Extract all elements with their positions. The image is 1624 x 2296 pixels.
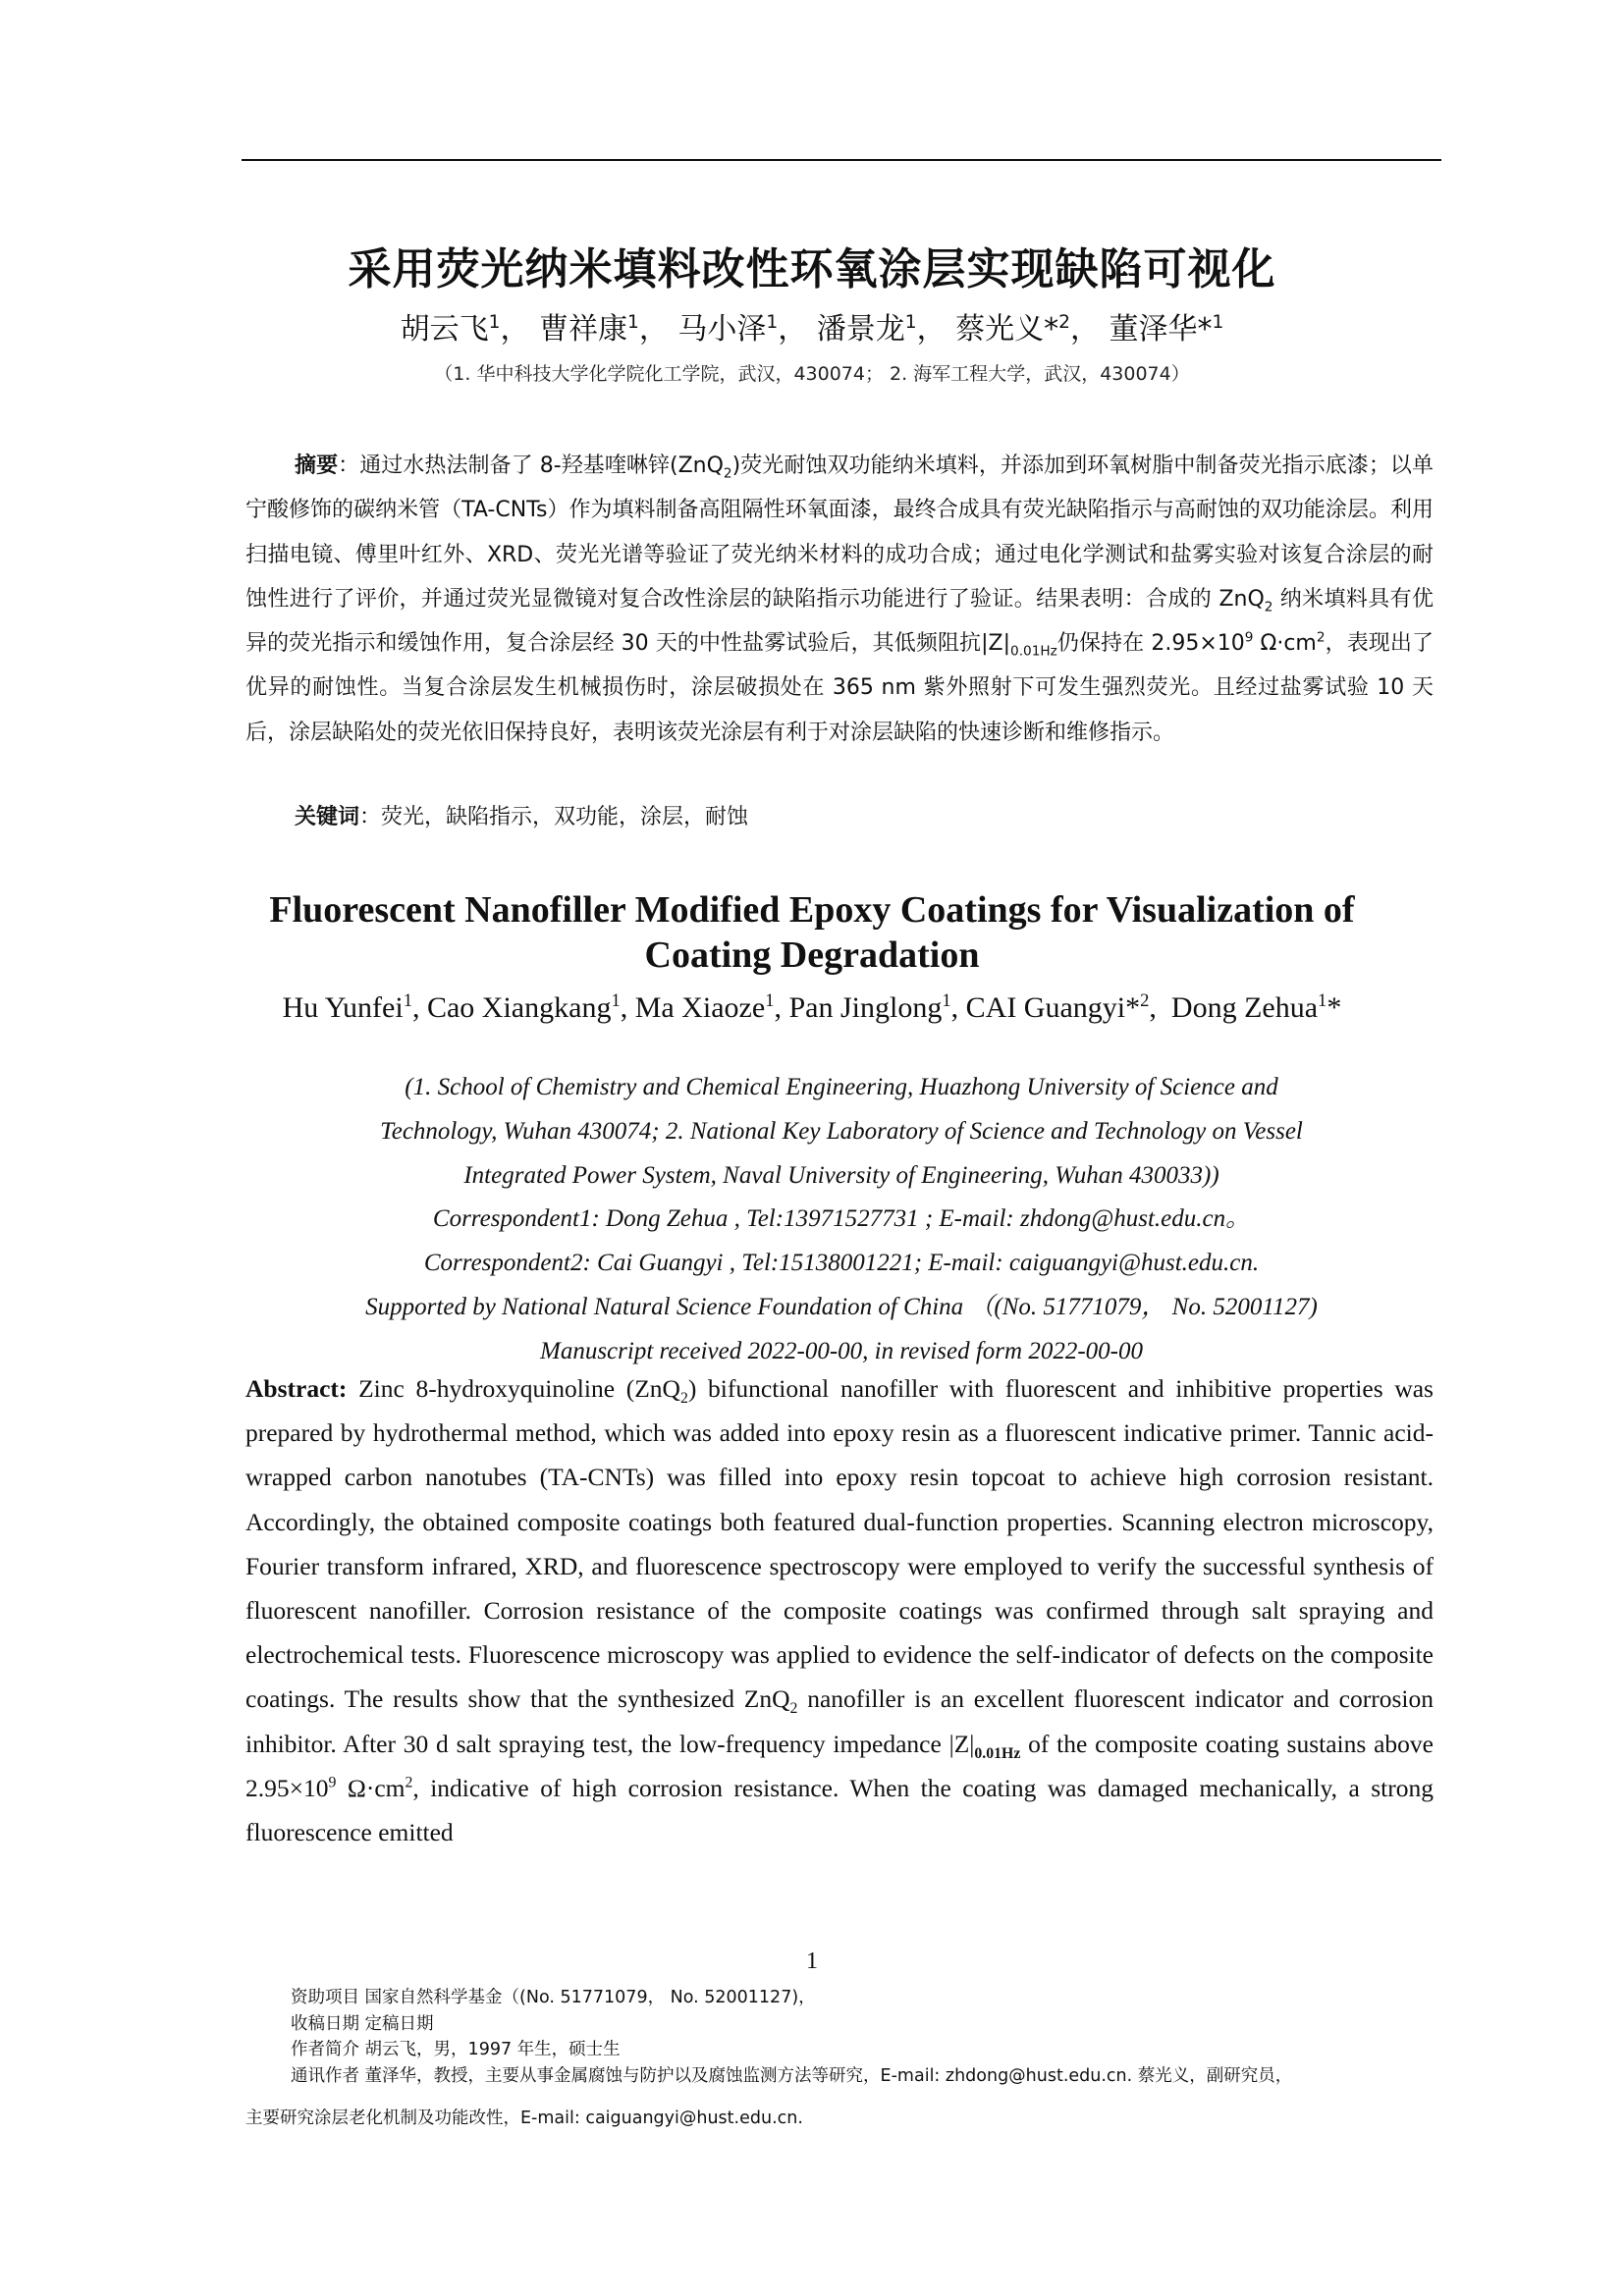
- english-title-line: Coating Degradation: [644, 934, 980, 976]
- superscript: 9: [1244, 629, 1254, 646]
- english-title: [0, 887, 1624, 978]
- zh-author-mark: 1: [626, 312, 639, 333]
- zh-abstract-label: 摘要: [295, 454, 339, 478]
- en-author-mark: 1: [942, 990, 951, 1011]
- subscript: 2: [1264, 599, 1273, 615]
- subscript: 2: [679, 1390, 688, 1408]
- zh-abstract-text: Ω·cm: [1253, 631, 1317, 657]
- superscript: 2: [405, 1774, 413, 1791]
- en-abstract-label: Abstract:: [245, 1374, 348, 1403]
- footnote-line: 资助项目 国家自然科学基金（(No. 51771079， No. 52001127)，: [291, 1988, 816, 2007]
- zh-author: 潘景龙: [816, 312, 905, 347]
- correspondent-line: Correspondent2: Cai Guangyi , Tel:15138001221; E-mail: caiguangyi@hust.edu.cn.: [423, 1250, 1260, 1277]
- footnote-line: 通讯作者 董泽华，教授，主要从事金属腐蚀与防护以及腐蚀监测方法等研究，E-mail: zhdong@hust.edu.cn. 蔡光义，副研究员，: [291, 2065, 1293, 2086]
- separator: *: [1326, 991, 1342, 1024]
- en-author: Pan Jinglong: [788, 991, 943, 1024]
- page-number: 1: [806, 1949, 818, 1974]
- zh-abstract-text: 仍保持在 2.95×10: [1056, 631, 1245, 657]
- en-abstract-text: of the composite coating sustains above 2.95×10: [245, 1729, 1434, 1802]
- chinese-keywords: [295, 800, 748, 830]
- affiliation-line: (1. School of Chemistry and Chemical Engineering, Huazhong University of Science and: [405, 1074, 1278, 1100]
- zh-abstract-text: ，表现出了优异的耐蚀性。当复合涂层发生机械损伤时，涂层破损处在 365 nm 紫外照射下可发生强烈荧光。且经过盐雾试验 10 天后，涂层缺陷处的荧光依旧保持良好，表明该荧光涂层有利于对涂层缺陷的快速诊断和维修指示。: [245, 631, 1434, 745]
- chinese-authors: 胡云飞$^1$， 曹祥康$^1$， 马小泽$^1$， 潘景龙$^1$， 蔡光义*$^2$， 董泽华*$^1$: [400, 312, 1224, 347]
- footnote-line: 收稿日期 定稿日期: [291, 2013, 434, 2034]
- affiliation-line: Integrated Power System, Naval University of Engineering, Wuhan 430033)): [463, 1161, 1219, 1189]
- subscript: 0.01Hz: [1010, 643, 1057, 660]
- zh-author: 曹祥康: [538, 312, 627, 347]
- chinese-affiliation: （1. 华中科技大学化学院化工学院，武汉，430074； 2. 海军工程大学，武汉，430074）: [434, 363, 1190, 385]
- english-title-line: Fluorescent Nanofiller Modified Epoxy Coatings for Visualization of: [269, 889, 1355, 931]
- separator: ,: [950, 991, 966, 1024]
- footnote-line: 主要研究涂层老化机制及功能改性，E-mail: caiguangyi@hust.edu.cn.: [245, 2109, 803, 2128]
- footnotes: [291, 1985, 1292, 2089]
- en-author: Cao Xiangkang: [426, 991, 612, 1024]
- separator: ,: [620, 991, 635, 1024]
- en-abstract-text: nanofiller is an excellent fluorescent indicator and corrosion inhibitor. After 30 d salt spraying test, the low-frequency impedance |Z|: [245, 1684, 1434, 1758]
- subscript: 2: [723, 465, 732, 482]
- en-author-mark: 1: [1318, 990, 1327, 1011]
- superscript: 2: [1316, 629, 1326, 646]
- zh-keywords-label: 关键词: [295, 805, 360, 829]
- zh-author-mark: 2: [1058, 312, 1070, 333]
- zh-author: 董泽华*: [1109, 312, 1213, 347]
- en-author-mark: 1: [403, 990, 412, 1011]
- separator: ,: [1149, 991, 1171, 1024]
- chinese-abstract: [245, 444, 1434, 755]
- english-authors: [0, 991, 1624, 1025]
- en-author-mark: 1: [611, 990, 621, 1011]
- zh-author-mark: 1: [488, 312, 501, 333]
- zh-abstract-text: 纳米填料具有优异的荧光指示和缓蚀作用，复合涂层经 30 天的中性盐雾试验后，其低频阻抗|Z|: [245, 586, 1435, 657]
- manuscript-dates: Manuscript received 2022-00-00, in revised form 2022-00-00: [540, 1337, 1143, 1364]
- zh-author: 马小泽: [677, 312, 767, 347]
- en-author: Dong Zehua: [1170, 991, 1319, 1024]
- en-author: Ma Xiaoze: [634, 991, 766, 1024]
- affiliation-line: Technology, Wuhan 430074; 2. National Key Laboratory of Science and Technology on Vessel: [380, 1117, 1303, 1145]
- en-abstract-text: Ω·cm: [336, 1773, 406, 1802]
- zh-author-mark: 1: [1212, 312, 1224, 333]
- subscript: 0.01Hz: [974, 1744, 1021, 1762]
- en-abstract-text: , indicative of high corrosion resistance. When the coating was damaged mechanically, a strong fluorescence emitted: [245, 1773, 1434, 1847]
- zh-abstract-text: ：通过水热法制备了 8-羟基喹啉锌(ZnQ: [338, 454, 724, 478]
- zh-author-mark: 1: [904, 312, 917, 333]
- separator: ,: [774, 991, 789, 1024]
- en-author: Hu Yunfei: [282, 991, 404, 1024]
- zh-abstract-text: )荧光耐蚀双功能纳米填料，并添加到环氧树脂中制备荧光指示底漆；以单宁酸修饰的碳纳米管（TA-CNTs）作为填料制备高阻隔性环氧面漆，最终合成具有荧光缺陷指示与高耐蚀的双功能涂层。利用扫描电镜、傅里叶红外、XRD、荧光光谱等验证了荧光纳米材料的成功合成；通过电化学测试和盐雾实验对该复合涂层的耐蚀性进行了评价，并通过荧光显微镜对复合改性涂层的缺陷指示功能进行了验证。结果表明：合成的 ZnQ: [245, 454, 1434, 612]
- header-rule: [242, 159, 1441, 161]
- en-abstract-text: ) bifunctional nanofiller with fluorescent and inhibitive properties was prepared by hydrothermal method, which was added into epoxy resin as a fluorescent indicative primer. Tannic acid-wrapped carbon nanotubes (TA-CNTs) was filled into epoxy resin topcoat to achieve high corrosion resistant. Accordingly, the obtained composite coatings both featured dual-function properties. Scanning electron microscopy, Fourier transform infrared, XRD, and fluorescence spectroscopy were employed to verify the successful synthesis of fluorescent nanofiller. Corrosion resistance of the composite coatings was confirmed through salt spraying and electrochemical tests. Fluorescence microscopy was applied to evidence the self-indicator of defects on the composite coatings. The results show that the synthesized ZnQ: [245, 1374, 1434, 1714]
- english-abstract: [245, 1366, 1434, 1854]
- en-author: CAI Guangyi*: [965, 991, 1141, 1024]
- en-author-mark: 2: [1140, 990, 1150, 1011]
- separator: ,: [411, 991, 427, 1024]
- subscript: 2: [789, 1700, 798, 1718]
- zh-author: 胡云飞: [400, 312, 489, 347]
- zh-author-mark: 1: [766, 312, 779, 333]
- zh-keywords-text: ：荧光，缺陷指示，双功能，涂层，耐蚀: [359, 805, 749, 829]
- en-author-mark: 1: [765, 990, 775, 1011]
- english-affiliation: [242, 1066, 1441, 1374]
- superscript: 9: [328, 1774, 337, 1791]
- footnote-line: 作者简介 胡云飞，男，1997 年生，硕士生: [291, 2040, 621, 2059]
- funding-line: Supported by National Natural Science Foundation of China （(No. 51771079， No. 52001127): [365, 1293, 1318, 1320]
- zh-author: 蔡光义*: [955, 312, 1059, 347]
- correspondent-line: Correspondent1: Dong Zehua , Tel:13971527731 ; E-mail: zhdong@hust.edu.cn。: [432, 1205, 1251, 1233]
- en-abstract-text: Zinc 8-hydroxyquinoline (ZnQ: [347, 1374, 680, 1403]
- chinese-title: 采用荧光纳米填料改性环氧涂层实现缺陷可视化: [348, 244, 1276, 294]
